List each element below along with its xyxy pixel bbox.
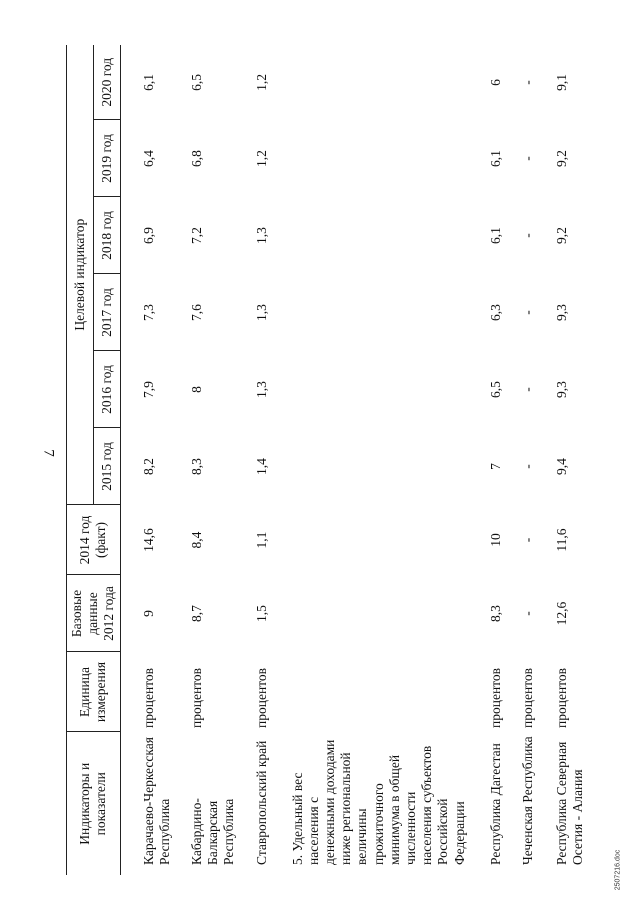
table-row: [179, 45, 244, 875]
value-2019: 6,4: [140, 150, 156, 167]
region-name: Республика Северная Осетия - Алания: [554, 741, 586, 865]
value-2015: -: [519, 464, 535, 469]
header-fact-2014: 2014 год (факт): [67, 505, 121, 575]
header-year-2018: 2018 год: [93, 197, 120, 274]
unit-cell: процентов: [554, 667, 570, 728]
value-2017: 6,3: [487, 304, 503, 321]
base-value: [276, 575, 478, 652]
value-2016: [276, 351, 478, 428]
base-value: 12,6: [554, 601, 570, 626]
value-2019: [276, 120, 478, 197]
value-2015: 8,2: [140, 458, 156, 475]
unit-cell: процентов: [519, 667, 535, 728]
value-2015: 1,4: [253, 458, 269, 475]
value-2018: 6,9: [140, 227, 156, 244]
value-2020: 6: [487, 79, 503, 86]
fact-2014-value: [276, 505, 478, 575]
base-value: 1,5: [253, 605, 269, 622]
value-2018: 6,1: [487, 227, 503, 244]
value-2017: 7,6: [188, 304, 204, 321]
base-value: 9: [140, 610, 156, 617]
value-2016: 8: [188, 386, 204, 393]
value-2020: 1,2: [253, 74, 269, 91]
region-name: Кабардино-Балкарская Республика: [188, 798, 237, 865]
value-2016: 6,5: [487, 381, 503, 398]
value-2018: -: [519, 233, 535, 238]
value-2017: -: [519, 310, 535, 315]
value-2017: 7,3: [140, 304, 156, 321]
header-base-2012: Базовые данные 2012 года: [67, 575, 121, 652]
table-row-section: [276, 45, 478, 875]
table-row: [544, 45, 592, 875]
value-2018: 7,2: [188, 227, 204, 244]
header-unit: Единица измерения: [67, 652, 121, 732]
unit-cell: процентов: [140, 667, 156, 728]
value-2018: 1,3: [253, 227, 269, 244]
header-year-2020: 2020 год: [93, 45, 120, 120]
header-year-2019: 2019 год: [93, 120, 120, 197]
region-name: Карачаево-Черкесская Республика: [140, 737, 172, 865]
page-number: 7: [40, 449, 57, 457]
unit-cell: [276, 652, 478, 732]
value-2020: -: [519, 80, 535, 85]
value-2016: 1,3: [253, 381, 269, 398]
value-2019: 6,8: [188, 150, 204, 167]
value-2015: [276, 428, 478, 505]
unit-cell: процентов: [188, 667, 204, 728]
header-year-2017: 2017 год: [93, 274, 120, 351]
value-2017: 9,3: [554, 304, 570, 321]
value-2020: 6,5: [188, 74, 204, 91]
base-value: 8,7: [188, 605, 204, 622]
table-row: [478, 45, 510, 875]
table-row: [510, 45, 544, 875]
header-indicator: Индикаторы и показатели: [67, 732, 121, 875]
fact-2014-value: 1,1: [253, 531, 269, 549]
value-2018: [276, 197, 478, 274]
region-name: Ставропольский край: [253, 740, 269, 865]
header-target-indicator: Целевой индикатор: [67, 45, 94, 505]
header-year-2016: 2016 год: [93, 351, 120, 428]
value-2015: 8,3: [188, 458, 204, 475]
value-2017: 1,3: [253, 304, 269, 321]
unit-cell: процентов: [253, 667, 269, 728]
value-2019: 1,2: [253, 150, 269, 167]
unit-cell: процентов: [487, 667, 503, 728]
fact-2014-value: 11,6: [554, 528, 570, 552]
region-name: Чеченская Республика: [519, 736, 535, 865]
header-year-2015: 2015 год: [93, 428, 120, 505]
value-2016: 9,3: [554, 381, 570, 398]
fact-2014-value: 10: [487, 533, 503, 547]
table-row: [244, 45, 276, 875]
fact-2014-value: 14,6: [140, 528, 156, 552]
value-2019: -: [519, 156, 535, 161]
value-2016: -: [519, 387, 535, 392]
indicators-table: [66, 45, 593, 875]
value-2018: 9,2: [554, 227, 570, 244]
rotated-table-container: [66, 45, 613, 875]
value-2020: 6,1: [140, 74, 156, 91]
value-2015: 9,4: [554, 458, 570, 475]
value-2019: 9,2: [554, 150, 570, 167]
indicator-section-title: 5. Удельный вес населения с денежными доходами ниже региональной величины прожиточного минимума в общей численности населения субъектов Российской Федерации: [289, 739, 467, 865]
fact-2014-value: 8,4: [188, 531, 204, 549]
table-row: [120, 45, 179, 875]
footer-file-code: 2507216.doc: [614, 849, 622, 891]
value-2020: 9,1: [554, 74, 570, 91]
value-2016: 7,9: [140, 381, 156, 398]
fact-2014-value: -: [519, 537, 535, 543]
value-2020: [276, 45, 478, 120]
value-2015: 7: [487, 463, 503, 470]
region-name: Республика Дагестан: [487, 743, 503, 865]
base-value: -: [519, 611, 535, 616]
base-value: 8,3: [487, 605, 503, 622]
value-2019: 6,1: [487, 150, 503, 167]
value-2017: [276, 274, 478, 351]
